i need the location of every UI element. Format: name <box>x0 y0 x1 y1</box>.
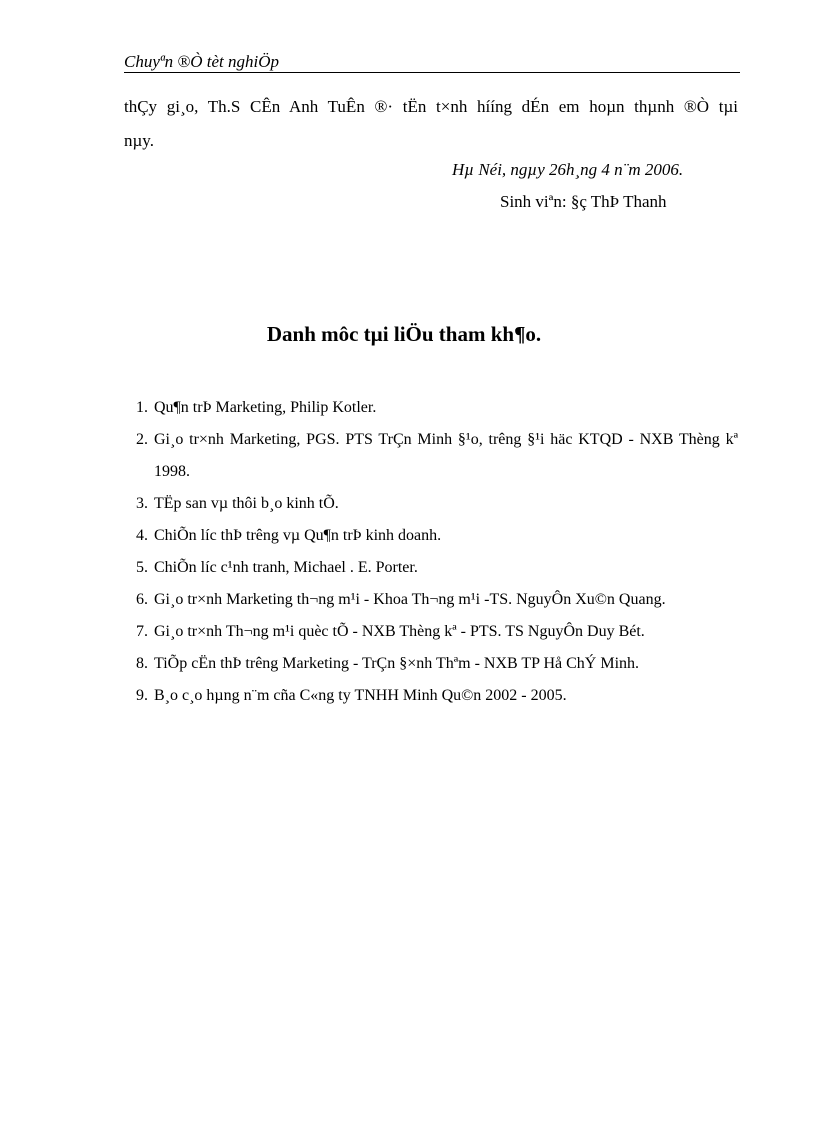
closing-paragraph <box>124 90 738 158</box>
reference-number: 8. <box>136 655 148 672</box>
reference-number: 5. <box>136 559 148 576</box>
reference-text: TiÕp cËn thÞ trêng Marketing - TrÇn §×nh Thªm - NXB TP Hå ChÝ Minh. <box>154 655 640 672</box>
signer-line: Sinh viªn: §ç ThÞ Thanh <box>500 192 667 211</box>
reference-text: Gi¸o tr×nh Marketing th¬ng m¹i - Khoa Th¬ng m¹i -TS. NguyÔn Xu©n Quang. <box>154 591 666 608</box>
reference-text: Qu¶n trÞ Marketing, Philip Kotler. <box>154 399 377 416</box>
reference-item <box>136 488 738 520</box>
reference-number: 4. <box>136 527 148 544</box>
reference-number: 3. <box>136 495 148 512</box>
reference-number: 2. <box>136 431 148 448</box>
reference-text: TËp san vµ thôi b¸o kinh tÕ. <box>154 495 339 512</box>
reference-item <box>136 680 738 712</box>
reference-item <box>136 584 738 616</box>
references-list <box>136 392 738 712</box>
reference-text: ChiÕn líc thÞ trêng vµ Qu¶n trÞ kinh doanh. <box>154 527 442 544</box>
date-line: Hµ Néi, ngµy 26h¸ng 4 n¨m 2006. <box>452 160 684 179</box>
reference-text: ChiÕn líc c¹nh tranh, Michael . E. Porter. <box>154 559 418 576</box>
reference-text: Gi¸o tr×nh Marketing, PGS. PTS TrÇn Minh §¹o, trêng §¹i häc KTQD - NXB Thèng kª 1998. <box>154 431 738 480</box>
references-title <box>0 318 816 350</box>
reference-item <box>136 552 738 584</box>
references-title-text: Danh môc tµi liÖu tham kh¶o. <box>266 322 542 346</box>
running-header <box>124 52 740 73</box>
reference-item <box>136 648 738 680</box>
reference-item <box>136 616 738 648</box>
reference-item <box>136 520 738 552</box>
running-header-title: Chuyªn ®Ò tèt nghiÖp <box>124 52 280 71</box>
reference-number: 7. <box>136 623 148 640</box>
reference-item <box>136 424 738 488</box>
reference-number: 6. <box>136 591 148 608</box>
reference-text: Gi¸o tr×nh Th¬ng m¹i quèc tÕ - NXB Thèng kª - PTS. TS NguyÔn Duy Bét. <box>154 623 645 640</box>
reference-item <box>136 392 738 424</box>
closing-line-1: thÇy gi¸o, Th.S CÊn Anh TuÊn ®· tËn t×nh hííng dÉn em hoµn thµnh ®Ò tµi <box>124 97 738 116</box>
reference-number: 9. <box>136 687 148 704</box>
reference-number: 1. <box>136 399 148 416</box>
closing-line-2: nµy. <box>124 131 154 150</box>
reference-text: B¸o c¸o hµng n¨m cña C«ng ty TNHH Minh Qu©n 2002 - 2005. <box>154 687 567 704</box>
